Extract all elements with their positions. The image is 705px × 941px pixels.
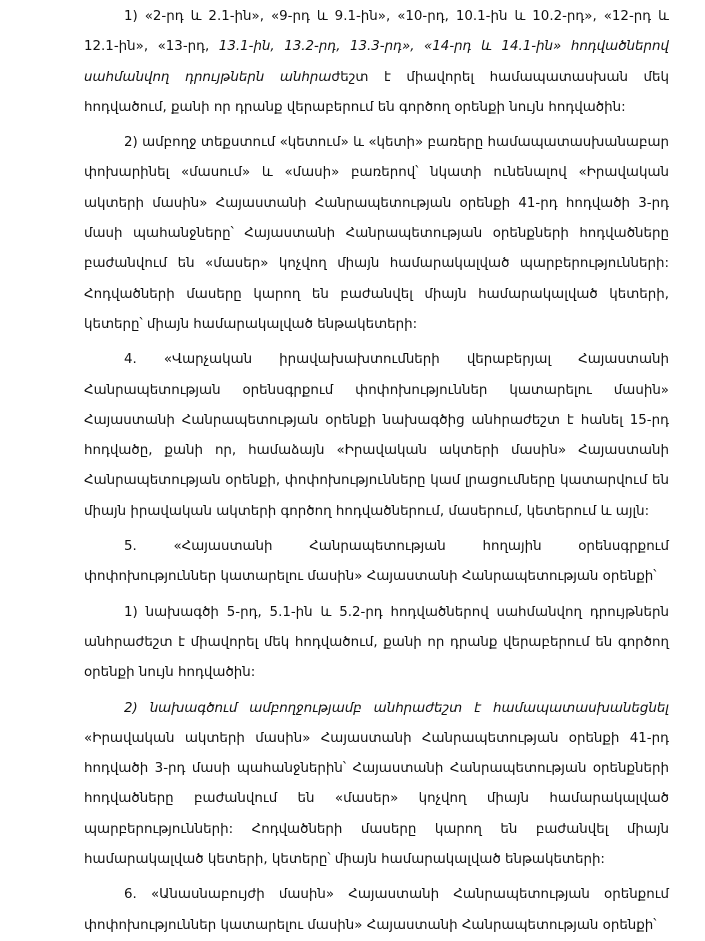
paragraph-6 <box>84 694 669 876</box>
paragraph-1-text-a: 1) «2-րդ և 2.1-ին», «9-րդ և 9.1-ին», «10-րդ, 10.1-ին և 10.2-րդ», «12-րդ և 12.1-ին», «13-րդ, <box>84 9 669 55</box>
paragraph-2-text: 2) ամբողջ տեքստում «կետում» և «կետի» բառերը համապատասխանաբար փոխարինել «մասում» և «մասի» բառերով՝ նկատի ունենալով «Իրավական ակտերի մասին» Հայաստանի Հանրապետության օրենքի 41-րդ հոդվածի 3-րդ մասի պահանջները՝ Հայաստանի Հանրապետության օրենքների հոդվածները բաժանվում են «մասեր» կոչվող միայն համարակալված պարբերությունների: Հոդվածների մասերը կարող են բաժանվել միայն համարակալված կետերի, կետերը՝ միայն համարակալված ենթակետերի: <box>84 135 669 332</box>
paragraph-4-text: 5. «Հայաստանի Հանրապետության հողային օրենսգրքում փոփոխություններ կատարելու մասին» Հայաստանի Հանրապետության օրենքի՝ <box>84 539 669 585</box>
paragraph-3 <box>84 345 669 527</box>
paragraph-2 <box>84 128 669 340</box>
paragraph-1 <box>84 2 669 123</box>
paragraph-6-text-b: «Իրավական ակտերի մասին» Հայաստանի Հանրապետության օրենքի 41-րդ հոդվածի 3-րդ մասի պահանջներին՝ Հայաստանի Հանրապետության օրենքների հոդվածները բաժանվում են «մասեր» կոչվող միայն համարակալված պարբերությունների: Հոդվածների մասերը կարող են բաժանվել միայն համարակալված կետերի, կետերը՝ միայն համարակալված ենթակետերի: <box>84 730 669 868</box>
paragraph-1-text-c: ժեշտ է միավորել համապատասխան մեկ հոդվածում, քանի որ դրանք վերաբերում են գործող օրենքի նույն հոդվածին: <box>84 69 669 115</box>
paragraph-4 <box>84 532 669 593</box>
paragraph-1-text-b: 13.1-ին, 13.2-րդ, 13.3-րդ», «14-րդ և 14.1-ին» հոդվածներով սահմանվող դրույթներն անհրա <box>84 39 669 85</box>
paragraph-7 <box>84 880 669 941</box>
paragraph-6-text-a: 2) նախագծում ամբողջությամբ անհրաժեշտ է համապատասխանեցնել <box>124 700 669 716</box>
paragraph-3-text: 4. «Վարչական իրավախախտումների վերաբերյալ Հայաստանի Հանրապետության օրենսգրքում փոփոխություններ կատարելու մասին» Հայաստանի Հանրապետության օրենքի նախագծից անհրաժեշտ է հանել 15-րդ հոդվածը, քանի որ, համաձայն «Իրավական ակտերի մասին» Հայաստանի Հանրապետության օրենքի, փոփոխությունները կամ լրացումները կատարվում են միայն իրավական ակտերի գործող հոդվածներում, մասերում, կետերում և այլն: <box>84 352 669 519</box>
paragraph-5 <box>84 598 669 689</box>
paragraph-7-text: 6. «Անասնաբույժի մասին» Հայաստանի Հանրապետության օրենքում փոփոխություններ կատարելու մասին» Հայաստանի Հանրապետության օրենքի՝ <box>84 887 669 933</box>
paragraph-5-text: 1) նախագծի 5-րդ, 5.1-ին և 5.2-րդ հոդվածներով սահմանվող դրույթներն անհրաժեշտ է միավորել մեկ հոդվածում, քանի որ դրանք վերաբերում են գործող օրենքի նույն հոդվածին: <box>84 604 669 681</box>
